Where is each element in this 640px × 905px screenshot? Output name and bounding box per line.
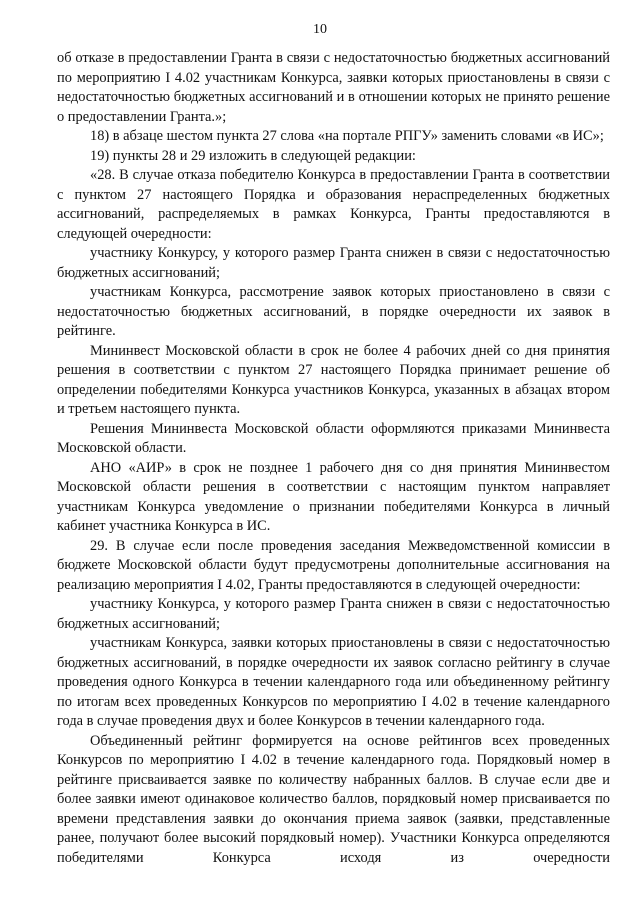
paragraph-13: Объединенный рейтинг формируется на основе рейтингов всех проведенных Конкурсов по мероприятию I 4.02 в течение календарного года. Порядковый номер в рейтинге присваивается заявке по количеству набранных баллов. В случае если две и более заявки имеют одинаковое количество баллов, порядковый номер присваивается по времени представления заявки до окончания приема заявок (заявки, представленные ранее, получают более высокий порядковый номер). Участники Конкурса определяются победителями Конкурса исходя из очередности [57,732,610,866]
paragraph-7: Мининвест Московской области в срок не более 4 рабочих дней со дня принятия решения в соответствии с пунктом 27 настоящего Порядка принимает решение об определении победителями Конкурса участников Конкурса, указанных в абзацах втором и третьем настоящего пункта. [57,342,610,417]
paragraph-1: об отказе в предоставлении Гранта в связи с недостаточностью бюджетных ассигнований по мероприятию I 4.02 участникам Конкурса, заявки которых приостановлены в связи с недостаточностью бюджетных ассигнований и в отношении которых не принято решение о предоставлении Гранта.»; [57,50,610,125]
page-number: 10 [313,22,327,37]
document-body [57,49,610,868]
paragraph-8: Решения Мининвеста Московской области оформляются приказами Мининвеста Московской области. [57,420,610,456]
paragraph-6: участникам Конкурса, рассмотрение заявок которых приостановлено в связи с недостаточностью бюджетных ассигнований, в порядке очередности их заявок в рейтинге. [57,284,610,339]
paragraph-2: 18) в абзаце шестом пункта 27 слова «на портале РПГУ» заменить словами «в ИС»; [90,128,604,144]
paragraph-10: 29. В случае если после проведения заседания Межведомственной комиссии в бюджете Московской области будут предусмотрены дополнительные ассигнования на реализацию мероприятия I 4.02, Гранты предоставляются в следующей очередности: [57,537,610,593]
paragraph-5: участнику Конкурсу, у которого размер Гранта снижен в связи с недостаточностью бюджетных ассигнований; [57,245,610,281]
paragraph-9: АНО «АИР» в срок не позднее 1 рабочего дня со дня принятия Мининвестом Московской области решения в соответствии с настоящим пунктом направляет участникам Конкурса уведомление о признании победителями Конкурса в личный кабинет участника Конкурса в ИС. [57,459,610,534]
paragraph-3: 19) пункты 28 и 29 изложить в следующей редакции: [90,147,416,164]
paragraph-11: участнику Конкурса, у которого размер Гранта снижен в связи с недостаточностью бюджетных ассигнований; [57,596,610,632]
paragraph-12: участникам Конкурса, заявки которых приостановлены в связи с недостаточностью бюджетных ассигнований, в порядке очередности их заявок согласно рейтингу в случае проведения одного Конкурса в течении календарного года или объединенному рейтингу по итогам всех проведенных Конкурсов по мероприятию I 4.02 в течение календарного года в случае проведения двух и более Конкурсов в течении календарного года. [57,635,610,729]
paragraph-4: «28. В случае отказа победителю Конкурса в предоставлении Гранта в соответствии с пунктом 27 настоящего Порядка и образования нераспределенных бюджетных ассигнований, распределяемых в рамках Конкурса, Гранты предоставляются в следующей очередности: [57,167,610,242]
